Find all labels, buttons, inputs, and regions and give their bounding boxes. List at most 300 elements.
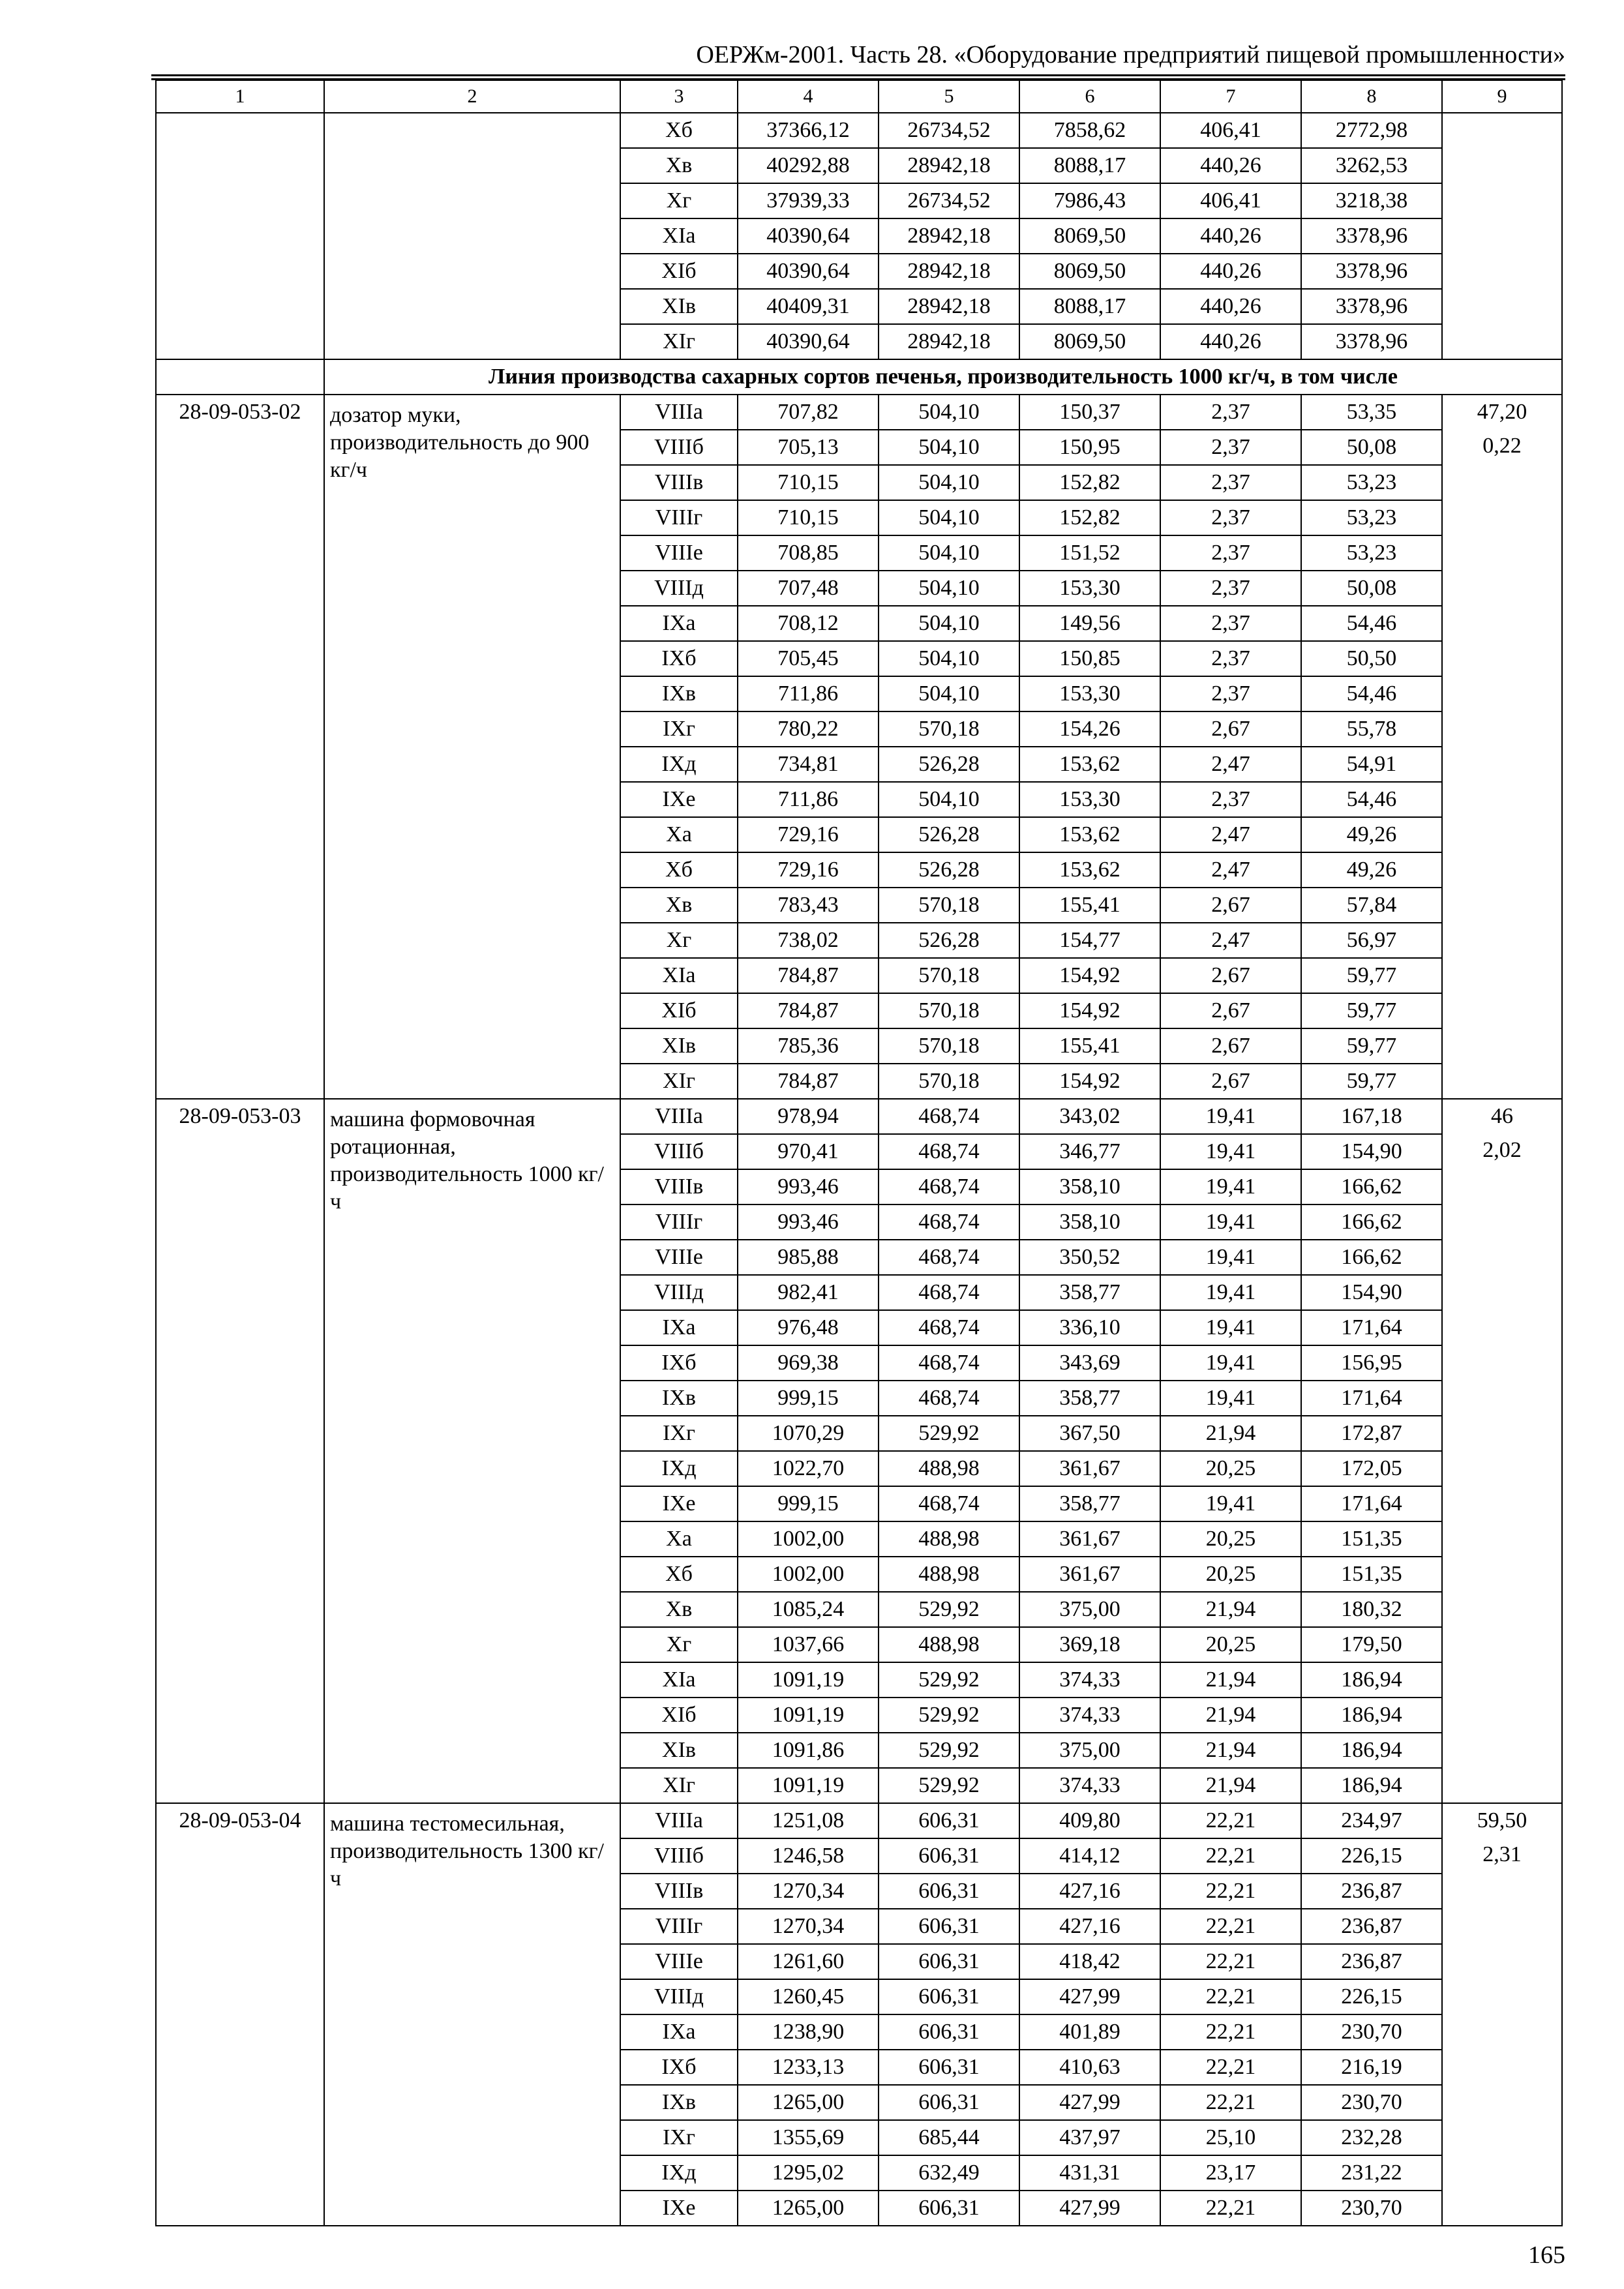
value-cell: 1251,08 bbox=[738, 1803, 879, 1838]
equipment-description bbox=[324, 113, 620, 359]
zone-cell: VIIIб bbox=[620, 430, 738, 465]
value-cell: 606,31 bbox=[879, 2050, 1019, 2085]
value-cell: 59,77 bbox=[1301, 1028, 1442, 1064]
value-cell: 22,21 bbox=[1160, 1838, 1301, 1874]
zone-cell: IХе bbox=[620, 1486, 738, 1521]
value-cell: 358,77 bbox=[1019, 1486, 1160, 1521]
value-cell: 2,37 bbox=[1160, 676, 1301, 711]
value-cell: 2,37 bbox=[1160, 641, 1301, 676]
value-cell: 54,91 bbox=[1301, 747, 1442, 782]
value-cell: 150,95 bbox=[1019, 430, 1160, 465]
value-cell: 171,64 bbox=[1301, 1486, 1442, 1521]
value-cell: 230,70 bbox=[1301, 2014, 1442, 2050]
value-cell: 369,18 bbox=[1019, 1627, 1160, 1662]
value-cell: 226,15 bbox=[1301, 1838, 1442, 1874]
value-cell: 1246,58 bbox=[738, 1838, 879, 1874]
value-cell: 3262,53 bbox=[1301, 148, 1442, 183]
value-cell: 19,41 bbox=[1160, 1486, 1301, 1521]
value-cell: 468,74 bbox=[879, 1345, 1019, 1381]
value-cell: 1265,00 bbox=[738, 2085, 879, 2120]
value-cell: 8088,17 bbox=[1019, 148, 1160, 183]
zone-cell: Хг bbox=[620, 923, 738, 958]
value-cell: 529,92 bbox=[879, 1662, 1019, 1698]
value-cell: 230,70 bbox=[1301, 2191, 1442, 2226]
value-cell: 738,02 bbox=[738, 923, 879, 958]
zone-cell: IХг bbox=[620, 1416, 738, 1451]
zone-cell: VIIIд bbox=[620, 1979, 738, 2014]
value-cell: 22,21 bbox=[1160, 2014, 1301, 2050]
value-cell: 488,98 bbox=[879, 1557, 1019, 1592]
value-cell: 999,15 bbox=[738, 1486, 879, 1521]
value-cell: 37939,33 bbox=[738, 183, 879, 218]
value-cell: 401,89 bbox=[1019, 2014, 1160, 2050]
value-cell: 186,94 bbox=[1301, 1698, 1442, 1733]
value-cell: 53,23 bbox=[1301, 465, 1442, 500]
value-cell: 976,48 bbox=[738, 1310, 879, 1345]
value-cell: 993,46 bbox=[738, 1169, 879, 1204]
value-cell: 406,41 bbox=[1160, 113, 1301, 148]
value-cell: 343,02 bbox=[1019, 1099, 1160, 1134]
value-cell: 784,87 bbox=[738, 1064, 879, 1099]
column-number: 4 bbox=[738, 80, 879, 113]
value-cell: 1270,34 bbox=[738, 1874, 879, 1909]
value-cell: 179,50 bbox=[1301, 1627, 1442, 1662]
value-cell: 54,46 bbox=[1301, 782, 1442, 817]
value-cell: 526,28 bbox=[879, 747, 1019, 782]
value-cell: 504,10 bbox=[879, 571, 1019, 606]
value-cell: 1265,00 bbox=[738, 2191, 879, 2226]
value-cell: 358,10 bbox=[1019, 1204, 1160, 1240]
value-cell: 3378,96 bbox=[1301, 324, 1442, 359]
value-cell: 153,30 bbox=[1019, 571, 1160, 606]
value-cell: 468,74 bbox=[879, 1275, 1019, 1310]
value-cell: 166,62 bbox=[1301, 1204, 1442, 1240]
value-cell: 19,41 bbox=[1160, 1240, 1301, 1275]
value-cell: 711,86 bbox=[738, 782, 879, 817]
value-cell: 152,82 bbox=[1019, 500, 1160, 535]
value-cell: 1091,19 bbox=[738, 1662, 879, 1698]
value-cell: 22,21 bbox=[1160, 1944, 1301, 1979]
value-cell: 153,30 bbox=[1019, 676, 1160, 711]
value-cell: 20,25 bbox=[1160, 1627, 1301, 1662]
zone-cell: IХд bbox=[620, 2155, 738, 2191]
value-cell: 632,49 bbox=[879, 2155, 1019, 2191]
zone-cell: Хг bbox=[620, 1627, 738, 1662]
value-cell: 2,37 bbox=[1160, 535, 1301, 571]
value-cell: 186,94 bbox=[1301, 1733, 1442, 1768]
value-cell: 685,44 bbox=[879, 2120, 1019, 2155]
zone-cell: IХв bbox=[620, 676, 738, 711]
value-cell: 153,62 bbox=[1019, 852, 1160, 888]
column-number: 1 bbox=[156, 80, 324, 113]
value-cell: 440,26 bbox=[1160, 324, 1301, 359]
value-cell: 50,08 bbox=[1301, 430, 1442, 465]
zone-cell: Ха bbox=[620, 1521, 738, 1557]
value-cell: 970,41 bbox=[738, 1134, 879, 1169]
value-cell: 374,33 bbox=[1019, 1768, 1160, 1803]
table-row bbox=[156, 1803, 1562, 1838]
zone-cell: Хв bbox=[620, 888, 738, 923]
value-cell: 26734,52 bbox=[879, 113, 1019, 148]
table-row bbox=[156, 1099, 1562, 1134]
zone-cell: VIIIв bbox=[620, 1874, 738, 1909]
value-cell: 606,31 bbox=[879, 1803, 1019, 1838]
table-row bbox=[156, 395, 1562, 430]
column-number-row bbox=[156, 80, 1562, 113]
value-cell: 468,74 bbox=[879, 1310, 1019, 1345]
value-cell: 780,22 bbox=[738, 711, 879, 747]
value-cell: 151,52 bbox=[1019, 535, 1160, 571]
zone-cell: IХг bbox=[620, 711, 738, 747]
value-cell: 2772,98 bbox=[1301, 113, 1442, 148]
value-cell: 22,21 bbox=[1160, 1979, 1301, 2014]
value-cell: 2,37 bbox=[1160, 606, 1301, 641]
zone-cell: IХа bbox=[620, 2014, 738, 2050]
column-9-value: 2,02 bbox=[1482, 1138, 1522, 1162]
value-cell: 504,10 bbox=[879, 782, 1019, 817]
value-cell: 710,15 bbox=[738, 465, 879, 500]
zone-cell: ХIб bbox=[620, 254, 738, 289]
column-9-cell bbox=[1442, 113, 1562, 359]
value-cell: 504,10 bbox=[879, 641, 1019, 676]
value-cell: 56,97 bbox=[1301, 923, 1442, 958]
value-cell: 504,10 bbox=[879, 465, 1019, 500]
value-cell: 2,47 bbox=[1160, 923, 1301, 958]
value-cell: 427,16 bbox=[1019, 1909, 1160, 1944]
value-cell: 708,12 bbox=[738, 606, 879, 641]
value-cell: 171,64 bbox=[1301, 1381, 1442, 1416]
value-cell: 707,82 bbox=[738, 395, 879, 430]
zone-cell: Хг bbox=[620, 183, 738, 218]
value-cell: 21,94 bbox=[1160, 1733, 1301, 1768]
value-cell: 19,41 bbox=[1160, 1099, 1301, 1134]
value-cell: 440,26 bbox=[1160, 254, 1301, 289]
value-cell: 153,30 bbox=[1019, 782, 1160, 817]
value-cell: 226,15 bbox=[1301, 1979, 1442, 2014]
value-cell: 1037,66 bbox=[738, 1627, 879, 1662]
value-cell: 504,10 bbox=[879, 606, 1019, 641]
zone-cell: VIIIе bbox=[620, 535, 738, 571]
value-cell: 180,32 bbox=[1301, 1592, 1442, 1627]
value-cell: 53,35 bbox=[1301, 395, 1442, 430]
value-cell: 22,21 bbox=[1160, 2191, 1301, 2226]
value-cell: 488,98 bbox=[879, 1627, 1019, 1662]
value-cell: 2,67 bbox=[1160, 1028, 1301, 1064]
value-cell: 236,87 bbox=[1301, 1944, 1442, 1979]
column-9-value: 2,31 bbox=[1482, 1842, 1522, 1866]
zone-cell: IХб bbox=[620, 1345, 738, 1381]
value-cell: 1091,19 bbox=[738, 1698, 879, 1733]
value-cell: 361,67 bbox=[1019, 1521, 1160, 1557]
value-cell: 154,77 bbox=[1019, 923, 1160, 958]
value-cell: 606,31 bbox=[879, 2014, 1019, 2050]
value-cell: 468,74 bbox=[879, 1134, 1019, 1169]
zone-cell: VIIIг bbox=[620, 500, 738, 535]
value-cell: 410,63 bbox=[1019, 2050, 1160, 2085]
value-cell: 232,28 bbox=[1301, 2120, 1442, 2155]
column-number: 9 bbox=[1442, 80, 1562, 113]
value-cell: 468,74 bbox=[879, 1169, 1019, 1204]
value-cell: 22,21 bbox=[1160, 1803, 1301, 1838]
value-cell: 2,37 bbox=[1160, 465, 1301, 500]
value-cell: 784,87 bbox=[738, 958, 879, 993]
value-cell: 150,37 bbox=[1019, 395, 1160, 430]
value-cell: 705,13 bbox=[738, 430, 879, 465]
value-cell: 21,94 bbox=[1160, 1698, 1301, 1733]
zone-cell: IХе bbox=[620, 782, 738, 817]
value-cell: 526,28 bbox=[879, 852, 1019, 888]
value-cell: 468,74 bbox=[879, 1486, 1019, 1521]
value-cell: 570,18 bbox=[879, 958, 1019, 993]
value-cell: 978,94 bbox=[738, 1099, 879, 1134]
zone-cell: ХIа bbox=[620, 1662, 738, 1698]
zone-cell: VIIIе bbox=[620, 1944, 738, 1979]
value-cell: 2,37 bbox=[1160, 430, 1301, 465]
value-cell: 28942,18 bbox=[879, 218, 1019, 254]
rate-code: 28-09-053-04 bbox=[156, 1803, 324, 2226]
value-cell: 711,86 bbox=[738, 676, 879, 711]
column-9-cell bbox=[1442, 1099, 1562, 1803]
value-cell: 7986,43 bbox=[1019, 183, 1160, 218]
table-row bbox=[156, 113, 1562, 148]
value-cell: 374,33 bbox=[1019, 1698, 1160, 1733]
value-cell: 570,18 bbox=[879, 1028, 1019, 1064]
zone-cell: VIIIб bbox=[620, 1134, 738, 1169]
value-cell: 1091,86 bbox=[738, 1733, 879, 1768]
value-cell: 2,67 bbox=[1160, 958, 1301, 993]
value-cell: 23,17 bbox=[1160, 2155, 1301, 2191]
rate-code: 28-09-053-03 bbox=[156, 1099, 324, 1803]
value-cell: 488,98 bbox=[879, 1451, 1019, 1486]
value-cell: 19,41 bbox=[1160, 1275, 1301, 1310]
value-cell: 734,81 bbox=[738, 747, 879, 782]
value-cell: 19,41 bbox=[1160, 1169, 1301, 1204]
value-cell: 155,41 bbox=[1019, 1028, 1160, 1064]
value-cell: 418,42 bbox=[1019, 1944, 1160, 1979]
value-cell: 606,31 bbox=[879, 1909, 1019, 1944]
value-cell: 3218,38 bbox=[1301, 183, 1442, 218]
value-cell: 40292,88 bbox=[738, 148, 879, 183]
value-cell: 346,77 bbox=[1019, 1134, 1160, 1169]
value-cell: 358,77 bbox=[1019, 1275, 1160, 1310]
value-cell: 172,05 bbox=[1301, 1451, 1442, 1486]
value-cell: 8088,17 bbox=[1019, 289, 1160, 324]
column-number: 3 bbox=[620, 80, 738, 113]
value-cell: 7858,62 bbox=[1019, 113, 1160, 148]
value-cell: 488,98 bbox=[879, 1521, 1019, 1557]
zone-cell: ХIв bbox=[620, 1733, 738, 1768]
value-cell: 154,92 bbox=[1019, 993, 1160, 1028]
column-9-value: 59,50 bbox=[1477, 1808, 1527, 1833]
value-cell: 606,31 bbox=[879, 1874, 1019, 1909]
value-cell: 375,00 bbox=[1019, 1733, 1160, 1768]
value-cell: 1295,02 bbox=[738, 2155, 879, 2191]
value-cell: 982,41 bbox=[738, 1275, 879, 1310]
value-cell: 358,10 bbox=[1019, 1169, 1160, 1204]
value-cell: 783,43 bbox=[738, 888, 879, 923]
value-cell: 22,21 bbox=[1160, 2085, 1301, 2120]
value-cell: 186,94 bbox=[1301, 1662, 1442, 1698]
value-cell: 343,69 bbox=[1019, 1345, 1160, 1381]
value-cell: 25,10 bbox=[1160, 2120, 1301, 2155]
value-cell: 8069,50 bbox=[1019, 254, 1160, 289]
value-cell: 1233,13 bbox=[738, 2050, 879, 2085]
column-9-value: 47,20 bbox=[1477, 400, 1527, 424]
zone-cell: IХб bbox=[620, 2050, 738, 2085]
value-cell: 993,46 bbox=[738, 1204, 879, 1240]
zone-cell: VIIIд bbox=[620, 571, 738, 606]
value-cell: 153,62 bbox=[1019, 817, 1160, 852]
value-cell: 440,26 bbox=[1160, 148, 1301, 183]
value-cell: 40390,64 bbox=[738, 254, 879, 289]
zone-cell: VIIIа bbox=[620, 1099, 738, 1134]
value-cell: 1261,60 bbox=[738, 1944, 879, 1979]
value-cell: 606,31 bbox=[879, 1979, 1019, 2014]
value-cell: 37366,12 bbox=[738, 113, 879, 148]
value-cell: 361,67 bbox=[1019, 1557, 1160, 1592]
page-number: 165 bbox=[1528, 2241, 1565, 2269]
value-cell: 19,41 bbox=[1160, 1310, 1301, 1345]
value-cell: 1238,90 bbox=[738, 2014, 879, 2050]
zone-cell: Хв bbox=[620, 148, 738, 183]
value-cell: 50,08 bbox=[1301, 571, 1442, 606]
value-cell: 26734,52 bbox=[879, 183, 1019, 218]
value-cell: 166,62 bbox=[1301, 1169, 1442, 1204]
value-cell: 3378,96 bbox=[1301, 218, 1442, 254]
value-cell: 151,35 bbox=[1301, 1557, 1442, 1592]
value-cell: 440,26 bbox=[1160, 218, 1301, 254]
zone-cell: Хв bbox=[620, 1592, 738, 1627]
value-cell: 2,37 bbox=[1160, 571, 1301, 606]
value-cell: 171,64 bbox=[1301, 1310, 1442, 1345]
zone-cell: VIIIб bbox=[620, 1838, 738, 1874]
zone-cell: ХIб bbox=[620, 1698, 738, 1733]
zone-cell: ХIг bbox=[620, 1768, 738, 1803]
zone-cell: IХв bbox=[620, 2085, 738, 2120]
column-9-cell bbox=[1442, 1803, 1562, 2226]
value-cell: 367,50 bbox=[1019, 1416, 1160, 1451]
value-cell: 784,87 bbox=[738, 993, 879, 1028]
value-cell: 22,21 bbox=[1160, 1909, 1301, 1944]
value-cell: 606,31 bbox=[879, 2085, 1019, 2120]
value-cell: 1270,34 bbox=[738, 1909, 879, 1944]
column-number: 2 bbox=[324, 80, 620, 113]
value-cell: 8069,50 bbox=[1019, 218, 1160, 254]
value-cell: 234,97 bbox=[1301, 1803, 1442, 1838]
value-cell: 529,92 bbox=[879, 1698, 1019, 1733]
value-cell: 431,31 bbox=[1019, 2155, 1160, 2191]
value-cell: 336,10 bbox=[1019, 1310, 1160, 1345]
value-cell: 19,41 bbox=[1160, 1381, 1301, 1416]
value-cell: 28942,18 bbox=[879, 289, 1019, 324]
value-cell: 375,00 bbox=[1019, 1592, 1160, 1627]
equipment-description: машина формовочная ротационная, производительность 1000 кг/ч bbox=[324, 1099, 620, 1803]
zone-cell: VIIIд bbox=[620, 1275, 738, 1310]
value-cell: 154,90 bbox=[1301, 1134, 1442, 1169]
value-cell: 468,74 bbox=[879, 1099, 1019, 1134]
value-cell: 504,10 bbox=[879, 535, 1019, 571]
value-cell: 570,18 bbox=[879, 711, 1019, 747]
value-cell: 1070,29 bbox=[738, 1416, 879, 1451]
value-cell: 55,78 bbox=[1301, 711, 1442, 747]
value-cell: 54,46 bbox=[1301, 606, 1442, 641]
value-cell: 969,38 bbox=[738, 1345, 879, 1381]
value-cell: 231,22 bbox=[1301, 2155, 1442, 2191]
value-cell: 154,92 bbox=[1019, 958, 1160, 993]
header-rule bbox=[151, 74, 1565, 76]
value-cell: 1002,00 bbox=[738, 1521, 879, 1557]
zone-cell: VIIIв bbox=[620, 1169, 738, 1204]
value-cell: 172,87 bbox=[1301, 1416, 1442, 1451]
value-cell: 230,70 bbox=[1301, 2085, 1442, 2120]
value-cell: 570,18 bbox=[879, 1064, 1019, 1099]
page-header: ОЕРЖм-2001. Часть 28. «Оборудование предприятий пищевой промышленности» bbox=[696, 41, 1565, 68]
value-cell: 414,12 bbox=[1019, 1838, 1160, 1874]
zone-cell: IХе bbox=[620, 2191, 738, 2226]
rate-code bbox=[156, 113, 324, 359]
value-cell: 729,16 bbox=[738, 852, 879, 888]
value-cell: 999,15 bbox=[738, 1381, 879, 1416]
value-cell: 22,21 bbox=[1160, 1874, 1301, 1909]
value-cell: 729,16 bbox=[738, 817, 879, 852]
value-cell: 504,10 bbox=[879, 430, 1019, 465]
zone-cell: ХIб bbox=[620, 993, 738, 1028]
value-cell: 529,92 bbox=[879, 1416, 1019, 1451]
value-cell: 59,77 bbox=[1301, 1064, 1442, 1099]
zone-cell: VIIIе bbox=[620, 1240, 738, 1275]
value-cell: 40390,64 bbox=[738, 324, 879, 359]
zone-cell: ХIв bbox=[620, 289, 738, 324]
value-cell: 427,99 bbox=[1019, 1979, 1160, 2014]
value-cell: 149,56 bbox=[1019, 606, 1160, 641]
value-cell: 2,47 bbox=[1160, 817, 1301, 852]
zone-cell: ХIг bbox=[620, 1064, 738, 1099]
value-cell: 21,94 bbox=[1160, 1416, 1301, 1451]
zone-cell: ХIа bbox=[620, 958, 738, 993]
value-cell: 154,26 bbox=[1019, 711, 1160, 747]
zone-cell: Хб bbox=[620, 1557, 738, 1592]
value-cell: 154,92 bbox=[1019, 1064, 1160, 1099]
zone-cell: IХг bbox=[620, 2120, 738, 2155]
value-cell: 154,90 bbox=[1301, 1275, 1442, 1310]
zone-cell: IХа bbox=[620, 606, 738, 641]
value-cell: 1355,69 bbox=[738, 2120, 879, 2155]
value-cell: 19,41 bbox=[1160, 1204, 1301, 1240]
value-cell: 49,26 bbox=[1301, 817, 1442, 852]
value-cell: 570,18 bbox=[879, 993, 1019, 1028]
value-cell: 186,94 bbox=[1301, 1768, 1442, 1803]
value-cell: 20,25 bbox=[1160, 1451, 1301, 1486]
value-cell: 570,18 bbox=[879, 888, 1019, 923]
value-cell: 2,37 bbox=[1160, 395, 1301, 430]
zone-cell: VIIIг bbox=[620, 1909, 738, 1944]
value-cell: 361,67 bbox=[1019, 1451, 1160, 1486]
value-cell: 2,47 bbox=[1160, 747, 1301, 782]
value-cell: 3378,96 bbox=[1301, 289, 1442, 324]
column-9-value: 46 bbox=[1491, 1104, 1513, 1128]
value-cell: 427,99 bbox=[1019, 2085, 1160, 2120]
zone-cell: Хб bbox=[620, 113, 738, 148]
value-cell: 468,74 bbox=[879, 1204, 1019, 1240]
value-cell: 28942,18 bbox=[879, 324, 1019, 359]
value-cell: 529,92 bbox=[879, 1733, 1019, 1768]
zone-cell: IХд bbox=[620, 747, 738, 782]
value-cell: 785,36 bbox=[738, 1028, 879, 1064]
value-cell: 1091,19 bbox=[738, 1768, 879, 1803]
value-cell: 707,48 bbox=[738, 571, 879, 606]
value-cell: 2,67 bbox=[1160, 993, 1301, 1028]
value-cell: 468,74 bbox=[879, 1240, 1019, 1275]
